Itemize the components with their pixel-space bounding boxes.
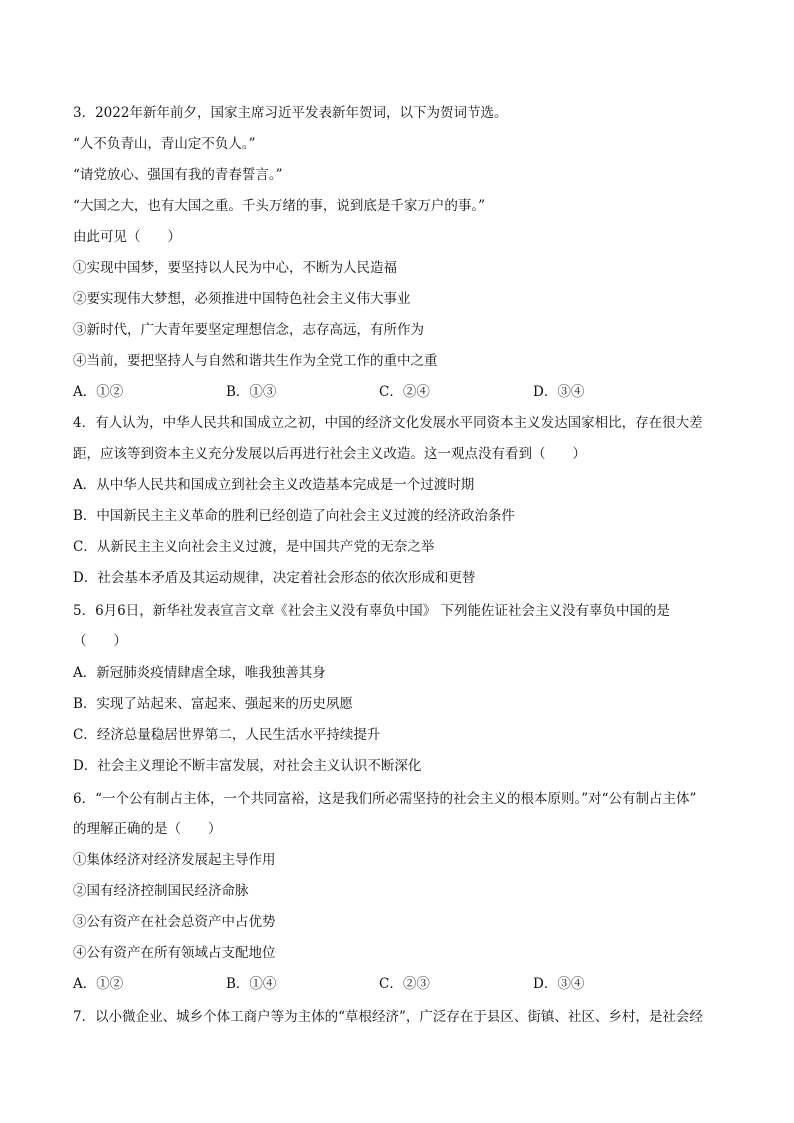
q3-statement-3: ③新时代，广大青年要坚定理想信念，志存高远，有所作为 (73, 322, 424, 338)
q6-stem-line-1: 6．“一个公有制占主体，一个共同富裕，这是我们所必需坚持的社会主义的根本原则。”对“公有制占主体” (73, 791, 697, 807)
q6-stem-line-2: 的理解正确的是（ ） (73, 821, 222, 837)
q5-option-a[interactable]: A．新冠肺炎疫情肆虐全球，唯我独善其身 (73, 665, 326, 681)
q3-option-b[interactable]: B．①③ (226, 384, 277, 400)
q3-option-d[interactable]: D．③④ (533, 384, 585, 400)
q6-option-a[interactable]: A．①② (73, 976, 124, 992)
q6-statement-2: ②国有经济控制国民经济命脉 (73, 883, 249, 899)
q5-stem-line-2: （ ） (73, 633, 127, 649)
q3-statement-4: ④当前，要把坚持人与自然和谐共生作为全党工作的重中之重 (73, 353, 438, 369)
q6-option-c[interactable]: C．②③ (379, 976, 430, 992)
q4-stem-line-1: 4．有人认为，中华人民共和国成立之初，中国的经济文化发展水平同资本主义发达国家相比，存在很大差 (73, 415, 703, 431)
q4-stem-line-2: 距，应该等到资本主义充分发展以后再进行社会主义改造。这一观点没有看到（ ） (73, 446, 586, 462)
q6-statement-3: ③公有资产在社会总资产中占优势 (73, 914, 276, 930)
q4-option-d[interactable]: D．社会基本矛盾及其运动规律，决定着社会形态的依次形成和更替 (73, 570, 476, 586)
q6-statement-4: ④公有资产在所有领域占支配地位 (73, 945, 276, 961)
q6-statement-1: ①集体经济对经济发展起主导作用 (73, 852, 276, 868)
q5-option-c[interactable]: C．经济总量稳居世界第二，人民生活水平持续提升 (73, 727, 381, 743)
q5-option-d[interactable]: D．社会主义理论不断丰富发展，对社会主义认识不断深化 (73, 758, 422, 774)
q3-option-c[interactable]: C．②④ (379, 384, 430, 400)
q3-option-a[interactable]: A．①② (73, 384, 124, 400)
q3-ask: 由此可见（ ） (73, 229, 181, 245)
q3-quote-2: “请党放心、强国有我的青春誓言。” (73, 167, 283, 183)
q3-statement-1: ①实现中国梦，要坚持以人民为中心，不断为人民造福 (73, 260, 397, 276)
q3-statement-2: ②要实现伟大梦想，必须推进中国特色社会主义伟大事业 (73, 291, 411, 307)
q7-stem-line-1: 7．以小微企业、城乡个体工商户等为主体的“草根经济”，广泛存在于县区、街镇、社区、乡村，是社会经 (73, 1009, 703, 1025)
q5-option-b[interactable]: B．实现了站起来、富起来、强起来的历史夙愿 (73, 696, 353, 712)
q3-quote-3: “大国之大，也有大国之重。千头万绪的事，说到底是千家万户的事。” (73, 198, 486, 214)
q4-option-b[interactable]: B．中国新民主主义革命的胜利已经创造了向社会主义过渡的经济政治条件 (73, 508, 515, 524)
q3-stem: 3．2022年新年前夕，国家主席习近平发表新年贺词，以下为贺词节选。 (73, 105, 508, 121)
q4-option-a[interactable]: A．从中华人民共和国成立到社会主义改造基本完成是一个过渡时期 (73, 477, 475, 493)
q6-option-b[interactable]: B．①④ (226, 976, 277, 992)
q6-option-d[interactable]: D．③④ (533, 976, 585, 992)
q3-quote-1: “人不负青山，青山定不负人。” (73, 136, 256, 152)
q4-option-c[interactable]: C．从新民主主义向社会主义过渡，是中国共产党的无奈之举 (73, 539, 435, 555)
q5-stem-line-1: 5．6月6日，新华社发表宣言文章《社会主义没有辜负中国》 下列能佐证社会主义没有辜负中国的是 (73, 603, 671, 619)
